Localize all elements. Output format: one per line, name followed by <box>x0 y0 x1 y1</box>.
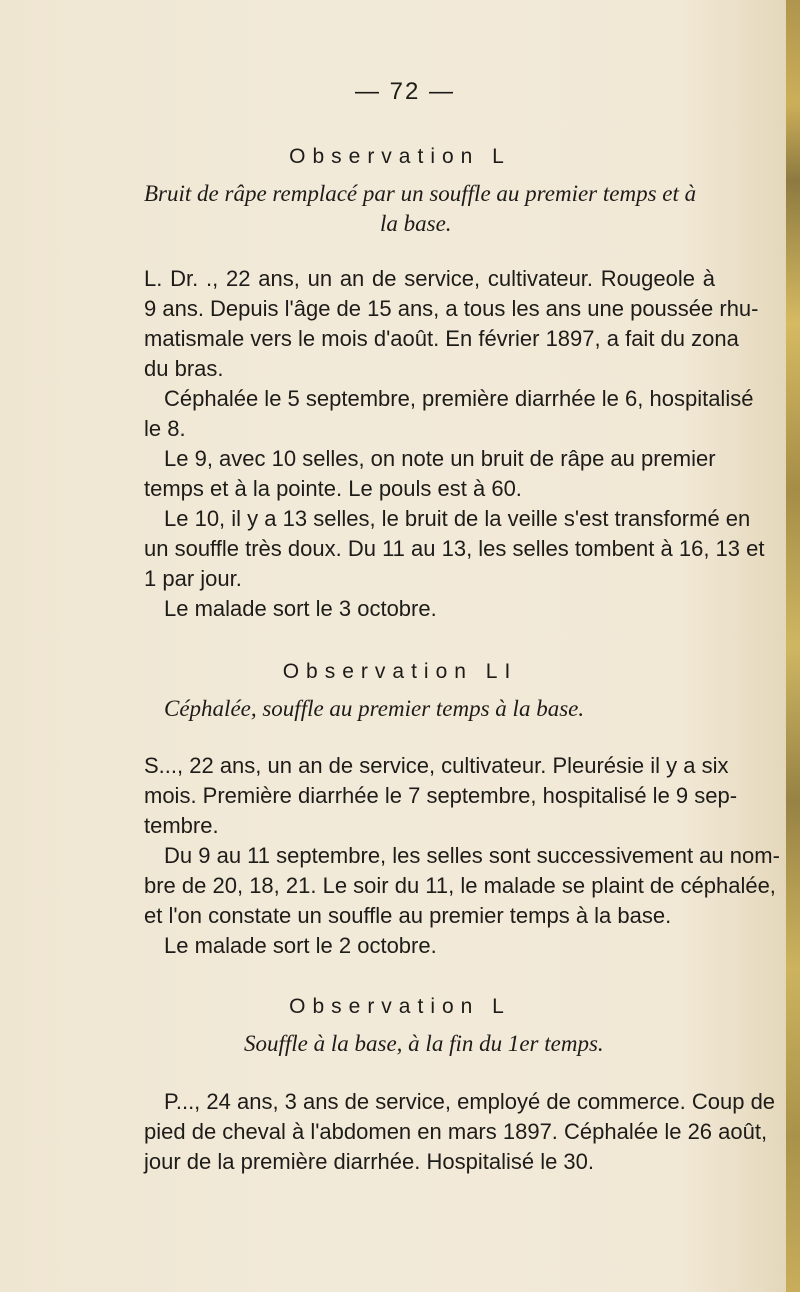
text-line: P..., 24 ans, 3 ans de service, employé de commerce. Coup de <box>164 1089 776 1114</box>
text-line: S..., 22 ans, un an de service, cultivateur. Pleurésie il y a six <box>144 753 729 778</box>
observation-heading: Observation LI <box>282 660 518 683</box>
text-line: Le 9, avec 10 selles, on note un bruit de râpe au premier <box>164 446 716 471</box>
text-line: le 8. <box>144 416 186 441</box>
observation-subtitle: la base. <box>380 211 452 236</box>
page-edge <box>786 0 800 1292</box>
text-line: mois. Première diarrhée le 7 septembre, hospitalisé le 9 sep- <box>144 783 738 808</box>
page-number: — 72 — <box>354 78 456 105</box>
text-line: bre de 20, 18, 21. Le soir du 11, le malade se plaint de céphalée, <box>144 873 776 898</box>
text-line: jour de la première diarrhée. Hospitalisé le 30. <box>144 1149 595 1174</box>
text-line: Du 9 au 11 septembre, les selles sont successivement au nom- <box>164 843 780 868</box>
observation-subtitle: Souffle à la base, à la fin du 1er temps. <box>244 1031 604 1056</box>
text-line: et l'on constate un souffle au premier temps à la base. <box>144 903 672 928</box>
text-line: un souffle très doux. Du 11 au 13, les selles tombent à 16, 13 et <box>144 536 765 561</box>
observation-heading: Observation L <box>289 995 511 1018</box>
text-line: temps et à la pointe. Le pouls est à 60. <box>144 476 522 501</box>
text-line: pied de cheval à l'abdomen en mars 1897. Céphalée le 26 août, <box>144 1119 768 1144</box>
text-line: tembre. <box>144 813 219 838</box>
text-line: 1 par jour. <box>144 566 242 591</box>
text-line: 9 ans. Depuis l'âge de 15 ans, a tous les ans une poussée rhu- <box>144 296 759 321</box>
text-line: Le 10, il y a 13 selles, le bruit de la veille s'est transformé en <box>164 506 751 531</box>
text-line: Le malade sort le 3 octobre. <box>164 596 437 621</box>
text-line: L. Dr. ., 22 ans, un an de service, cultivateur. Rougeole à <box>144 266 715 291</box>
observation-subtitle: Bruit de râpe remplacé par un souffle au premier temps et à <box>144 181 697 206</box>
text-line: Le malade sort le 2 octobre. <box>164 933 437 958</box>
observation-subtitle: Céphalée, souffle au premier temps à la base. <box>164 696 585 721</box>
text-line: Céphalée le 5 septembre, première diarrhée le 6, hospitalisé <box>164 386 754 411</box>
text-line: matismale vers le mois d'août. En février 1897, a fait du zona <box>144 326 739 351</box>
observation-heading: Observation L <box>289 145 511 168</box>
text-line: du bras. <box>144 356 224 381</box>
